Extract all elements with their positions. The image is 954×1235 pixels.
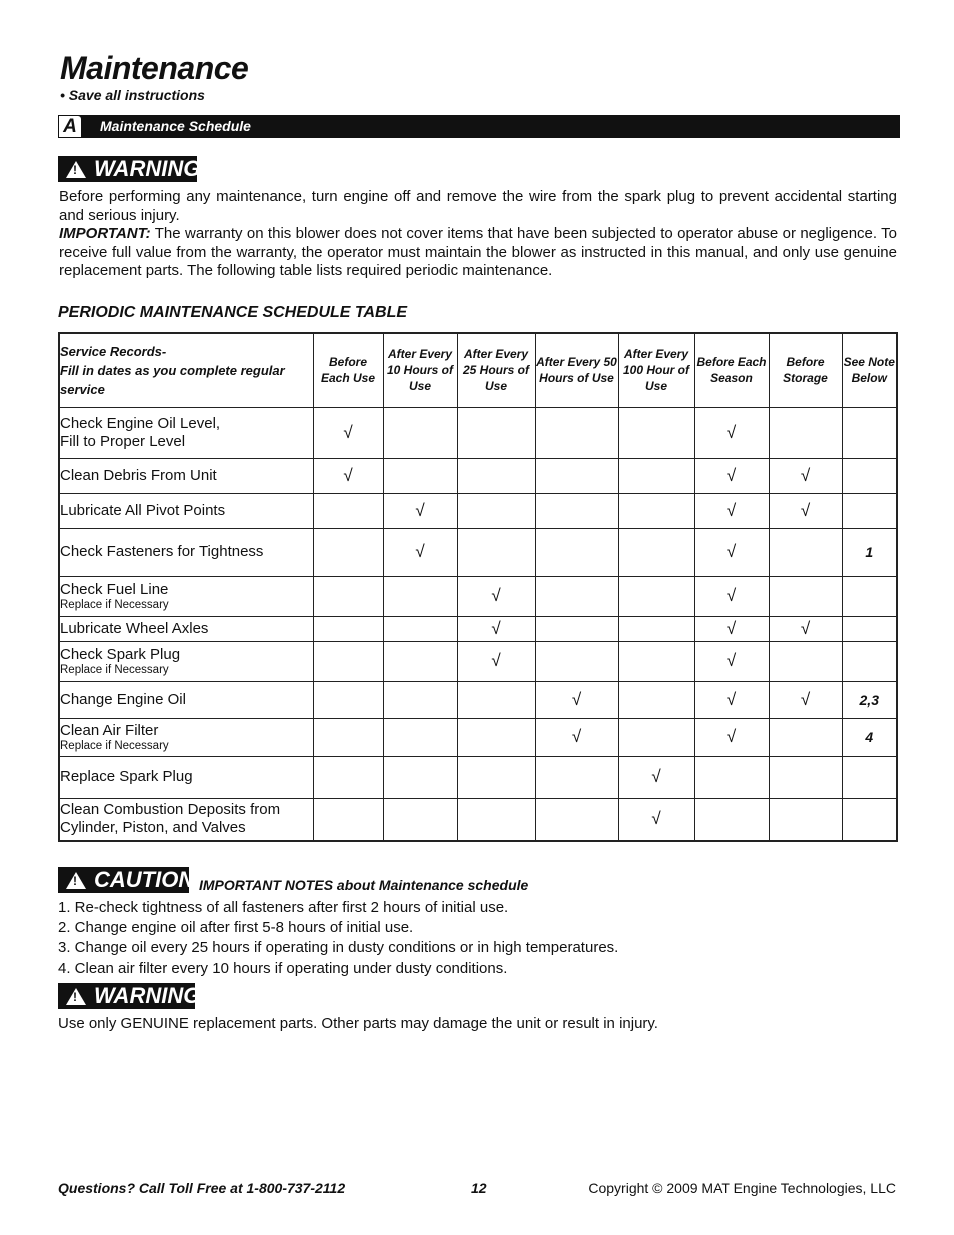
- empty-cell: [383, 681, 457, 718]
- empty-cell: [457, 528, 535, 576]
- empty-cell: [535, 493, 618, 528]
- task-label: Check Fasteners for Tightness: [60, 543, 264, 560]
- note-item: 4. Clean air filter every 10 hours if operating under dusty conditions.: [58, 960, 508, 977]
- check-mark-cell: √: [694, 576, 769, 616]
- maintenance-table: [58, 332, 898, 842]
- table-header-row: [59, 333, 897, 407]
- table-row: [59, 641, 897, 681]
- empty-cell: [694, 756, 769, 798]
- empty-cell: [618, 576, 694, 616]
- task-sublabel: Replace if Necessary: [60, 739, 169, 752]
- empty-cell: [313, 718, 383, 756]
- check-mark-cell: √: [694, 641, 769, 681]
- table-row: [59, 681, 897, 718]
- task-cell: [59, 576, 313, 616]
- check-mark-cell: √: [769, 681, 842, 718]
- note-ref-cell: [842, 576, 897, 616]
- empty-cell: [383, 407, 457, 458]
- empty-cell: [618, 407, 694, 458]
- col-header: After Every 25 Hours of Use: [457, 333, 535, 407]
- check-mark-cell: √: [457, 576, 535, 616]
- empty-cell: [769, 407, 842, 458]
- note-item: 3. Change oil every 25 hours if operating in dusty conditions or in high temperatures.: [58, 939, 619, 956]
- check-mark-cell: √: [694, 407, 769, 458]
- note-item: 2. Change engine oil after first 5-8 hours of initial use.: [58, 919, 414, 936]
- table-row: [59, 718, 897, 756]
- page-number: 12: [471, 1180, 487, 1196]
- empty-cell: [457, 681, 535, 718]
- empty-cell: [383, 641, 457, 681]
- empty-cell: [535, 641, 618, 681]
- page-subtitle: • Save all instructions: [60, 87, 205, 103]
- warning-2-text: Use only GENUINE replacement parts. Other parts may damage the unit or result in injury.: [58, 1015, 658, 1032]
- empty-cell: [383, 576, 457, 616]
- task-cell: [59, 407, 313, 458]
- note-ref-cell: [842, 798, 897, 841]
- check-mark-cell: √: [769, 616, 842, 641]
- task-label: Clean Debris From Unit: [60, 466, 217, 484]
- task-label: Clean Combustion Deposits from: [60, 801, 281, 819]
- check-mark-cell: √: [535, 681, 618, 718]
- check-mark-cell: √: [694, 616, 769, 641]
- table-row: [59, 458, 897, 493]
- warning-text: [59, 188, 897, 281]
- table-row: [59, 576, 897, 616]
- task-cell: [59, 718, 313, 756]
- empty-cell: [618, 641, 694, 681]
- check-mark-cell: √: [694, 528, 769, 576]
- table-row: [59, 756, 897, 798]
- task-cell: [59, 616, 313, 641]
- col-header: See Note Below: [842, 333, 897, 407]
- check-mark-cell: √: [694, 458, 769, 493]
- task-label: Clean Air Filter: [60, 721, 159, 739]
- empty-cell: [313, 798, 383, 841]
- caution-badge-label: CAUTION: [94, 867, 195, 892]
- page-title: Maintenance: [60, 50, 249, 86]
- note-ref-cell: 2,3: [842, 681, 897, 718]
- note-ref-cell: [842, 756, 897, 798]
- empty-cell: [457, 493, 535, 528]
- task-label: Check Spark Plug: [60, 645, 181, 663]
- col-header: After Every 50 Hours of Use: [535, 333, 618, 407]
- warning-icon: !: [66, 161, 86, 178]
- empty-cell: [535, 576, 618, 616]
- empty-cell: [535, 798, 618, 841]
- table-row: [59, 798, 897, 841]
- empty-cell: [457, 718, 535, 756]
- section-label: Maintenance Schedule: [100, 118, 251, 134]
- empty-cell: [535, 756, 618, 798]
- check-mark-cell: √: [769, 458, 842, 493]
- note-item: 1. Re-check tightness of all fasteners after first 2 hours of initial use.: [58, 899, 509, 916]
- note-ref-cell: 1: [842, 528, 897, 576]
- table-row: [59, 493, 897, 528]
- empty-cell: [457, 756, 535, 798]
- empty-cell: [694, 798, 769, 841]
- warning-icon: !: [66, 988, 86, 1005]
- check-mark-cell: √: [618, 756, 694, 798]
- empty-cell: [313, 681, 383, 718]
- empty-cell: [618, 493, 694, 528]
- check-mark-cell: √: [535, 718, 618, 756]
- table-row: [59, 407, 897, 458]
- empty-cell: [769, 576, 842, 616]
- col-header: Before Each Use: [313, 333, 383, 407]
- note-ref-cell: [842, 407, 897, 458]
- section-letter: A: [58, 115, 82, 138]
- task-cell: [59, 528, 313, 576]
- col-header: After Every 10 Hours of Use: [383, 333, 457, 407]
- task-cell: [59, 641, 313, 681]
- empty-cell: [618, 616, 694, 641]
- col-header: Before Each Season: [694, 333, 769, 407]
- empty-cell: [313, 616, 383, 641]
- footer-copyright: Copyright © 2009 MAT Engine Technologies, LLC: [588, 1180, 896, 1196]
- empty-cell: [618, 681, 694, 718]
- important-label: IMPORTANT:: [59, 225, 151, 242]
- empty-cell: [313, 576, 383, 616]
- warning-badge-label: WARNING: [94, 156, 201, 181]
- task-cell: [59, 798, 313, 841]
- empty-cell: [457, 407, 535, 458]
- task-sublabel: Replace if Necessary: [60, 663, 169, 676]
- important-text: The warranty on this blower does not cover items that have been subjected to operator abuse or negligence. To receive full value from the warranty, the operator must maintain the blower as instructed in this manual, and only use genuine replacement parts. The following table lists required periodic maintenance.: [59, 225, 897, 279]
- task-label-line2: Cylinder, Piston, and Valves: [60, 819, 246, 837]
- warning-badge-label-2: WARNING: [94, 983, 201, 1008]
- check-mark-cell: √: [457, 616, 535, 641]
- empty-cell: [535, 407, 618, 458]
- check-mark-cell: √: [457, 641, 535, 681]
- empty-cell: [383, 718, 457, 756]
- empty-cell: [383, 756, 457, 798]
- empty-cell: [313, 756, 383, 798]
- task-label: Lubricate Wheel Axles: [60, 619, 209, 637]
- task-cell: [59, 493, 313, 528]
- empty-cell: [313, 641, 383, 681]
- check-mark-cell: √: [383, 493, 457, 528]
- check-mark-cell: √: [383, 528, 457, 576]
- corner-header: [59, 333, 313, 407]
- empty-cell: [383, 616, 457, 641]
- notes-heading: IMPORTANT NOTES about Maintenance schedule: [199, 877, 529, 893]
- caution-badge: [58, 867, 195, 893]
- check-mark-cell: √: [618, 798, 694, 841]
- empty-cell: [618, 458, 694, 493]
- check-mark-cell: √: [694, 681, 769, 718]
- note-ref-cell: 4: [842, 718, 897, 756]
- corner-line-2: Fill in dates as you complete regular service: [60, 362, 285, 397]
- warning-badge-2: [58, 983, 201, 1009]
- caution-icon: !: [66, 872, 86, 889]
- task-label: Lubricate All Pivot Points: [60, 501, 226, 519]
- check-mark-cell: √: [313, 458, 383, 493]
- empty-cell: [769, 641, 842, 681]
- task-label: Replace Spark Plug: [60, 768, 193, 785]
- col-header: After Every 100 Hour of Use: [618, 333, 694, 407]
- warning-badge: [58, 156, 201, 182]
- note-ref-cell: [842, 616, 897, 641]
- empty-cell: [769, 528, 842, 576]
- col-header: Before Storage: [769, 333, 842, 407]
- task-label: Check Fuel Line: [60, 580, 169, 598]
- empty-cell: [383, 458, 457, 493]
- empty-cell: [535, 528, 618, 576]
- note-ref-cell: [842, 458, 897, 493]
- task-label: Change Engine Oil: [60, 690, 186, 708]
- empty-cell: [383, 798, 457, 841]
- empty-cell: [457, 458, 535, 493]
- empty-cell: [769, 756, 842, 798]
- empty-cell: [535, 458, 618, 493]
- warning-sentence: Before performing any maintenance, turn engine off and remove the wire from the spark plug to prevent accidental starting and serious injury.: [59, 188, 897, 224]
- footer-phone: Questions? Call Toll Free at 1-800-737-2112: [58, 1180, 346, 1196]
- check-mark-cell: √: [313, 407, 383, 458]
- empty-cell: [313, 528, 383, 576]
- note-ref-cell: [842, 641, 897, 681]
- check-mark-cell: √: [769, 493, 842, 528]
- empty-cell: [618, 718, 694, 756]
- empty-cell: [769, 798, 842, 841]
- empty-cell: [769, 718, 842, 756]
- empty-cell: [457, 798, 535, 841]
- task-label-line2: Fill to Proper Level: [60, 432, 186, 450]
- task-cell: [59, 756, 313, 798]
- note-ref-cell: [842, 493, 897, 528]
- empty-cell: [313, 493, 383, 528]
- empty-cell: [535, 616, 618, 641]
- table-row: [59, 616, 897, 641]
- empty-cell: [618, 528, 694, 576]
- check-mark-cell: √: [694, 493, 769, 528]
- task-cell: [59, 458, 313, 493]
- task-cell: [59, 681, 313, 718]
- corner-line-1: Service Records-: [60, 343, 167, 359]
- task-sublabel: Replace if Necessary: [60, 598, 169, 611]
- table-row: [59, 528, 897, 576]
- task-label: Check Engine Oil Level,: [60, 414, 221, 432]
- table-heading: PERIODIC MAINTENANCE SCHEDULE TABLE: [58, 304, 408, 321]
- check-mark-cell: √: [694, 718, 769, 756]
